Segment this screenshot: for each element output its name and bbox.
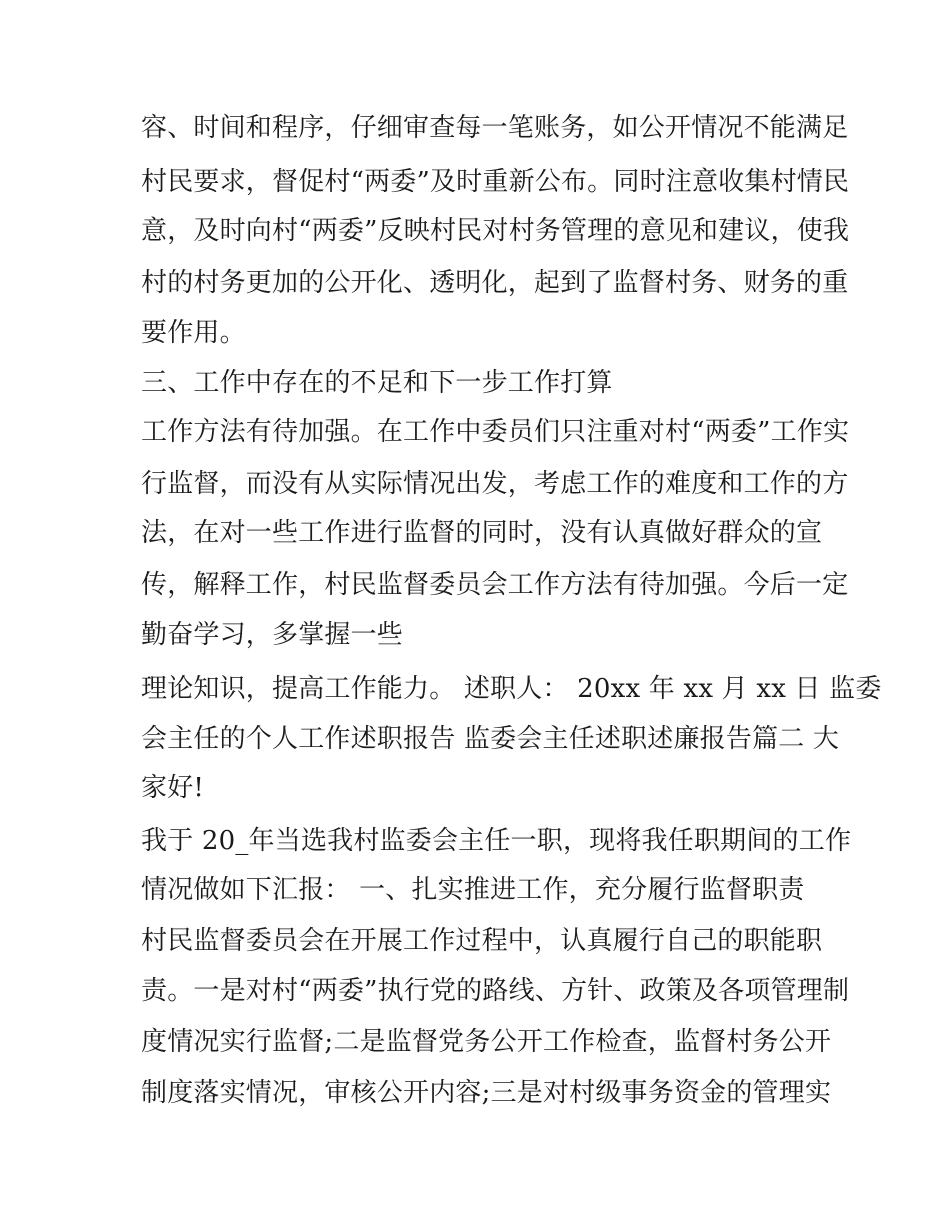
text-line: 容、时间和程序，仔细审查每一笔账务，如公开情况不能满足 xyxy=(141,113,849,143)
text-line: 会主任的个人工作述职报告 监委会主任述职述廉报告篇二 大 xyxy=(141,724,840,754)
text-line: 情况做如下汇报： 一、扎实推进工作，充分履行监督职责 xyxy=(141,875,805,905)
text-line: 工作方法有待加强。在工作中委员们只注重对村“两委”工作实 xyxy=(141,417,850,447)
text-line: 意，及时向村“两委”反映村民对村务管理的意见和建议，使我 xyxy=(141,216,850,246)
text-line: 制度落实情况，审核公开内容;三是对村级事务资金的管理实 xyxy=(141,1078,832,1108)
text-line: 传，解释工作，村民监督委员会工作方法有待加强。今后一定 xyxy=(141,570,849,600)
text-line: 理论知识，提高工作能力。 述职人： 20xx 年 xx 月 xx 日 监委 xyxy=(141,674,882,704)
text-line: 责。一是对村“两委”执行党的路线、方针、政策及各项管理制 xyxy=(141,976,850,1006)
text-line: 村民监督委员会在开展工作过程中，认真履行自己的职能职 xyxy=(141,926,823,956)
text-line: 行监督，而没有从实际情况出发，考虑工作的难度和工作的方 xyxy=(141,469,849,499)
text-line: 村民要求，督促村“两委”及时重新公布。同时注意收集村情民 xyxy=(141,167,850,197)
section-heading: 三、工作中存在的不足和下一步工作打算 xyxy=(141,368,613,398)
text-line: 勤奋学习，多掌握一些 xyxy=(141,620,404,650)
text-line: 法，在对一些工作进行监督的同时，没有认真做好群众的宣 xyxy=(141,518,823,548)
text-line: 家好! xyxy=(141,773,205,803)
text-line: 要作用。 xyxy=(141,318,246,348)
text-line: 度情况实行监督;二是监督党务公开工作检查，监督村务公开 xyxy=(141,1027,832,1057)
text-line: 我于 20_年当选我村监委会主任一职，现将我任职期间的工作 xyxy=(141,826,852,856)
text-line: 村的村务更加的公开化、透明化，起到了监督村务、财务的重 xyxy=(141,268,849,298)
